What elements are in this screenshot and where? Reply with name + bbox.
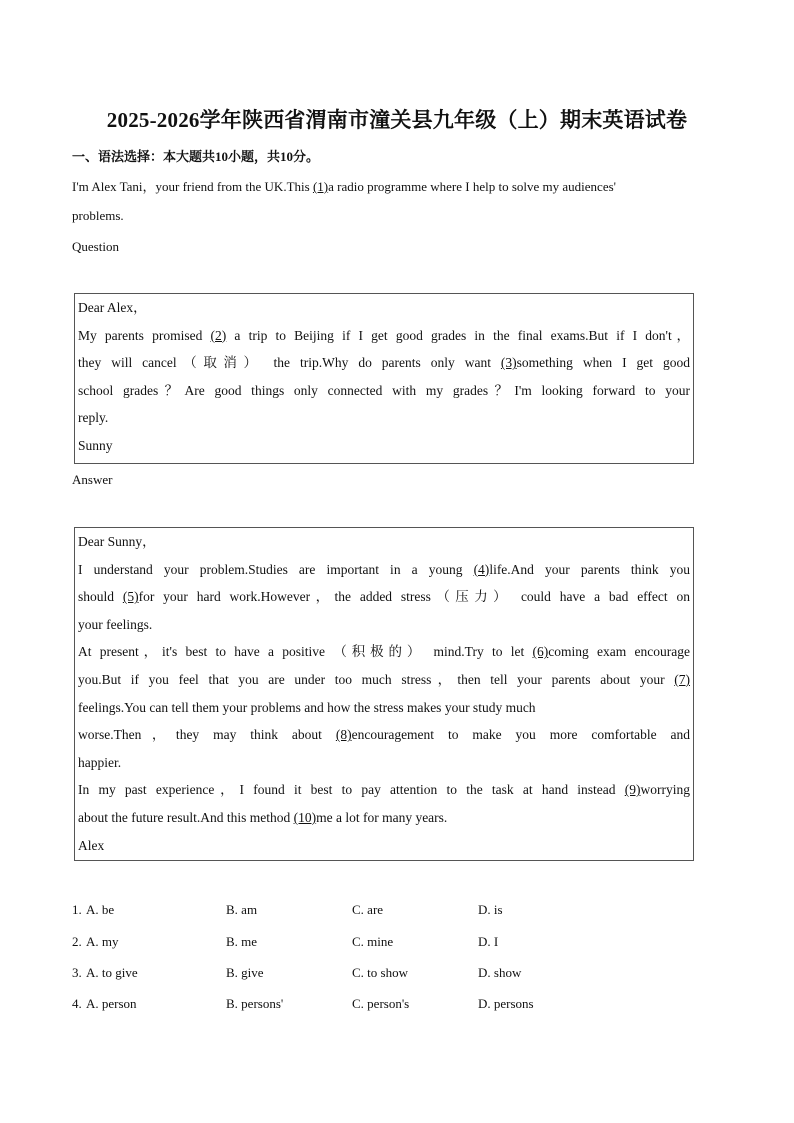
letter1-line-2: they will cancel（取消） the trip.Why do parents only want (3)something when I get good bbox=[78, 355, 691, 371]
blank-8: (8) bbox=[335, 727, 352, 743]
intro-line-2: problems. bbox=[72, 208, 124, 223]
letter2-line-6: feelings.You can tell them your problems and how the stress makes your study much bbox=[78, 699, 536, 715]
section-heading: 一、语法选择：本大题共10小题，共10分。 bbox=[72, 149, 320, 164]
answer-letter-box bbox=[74, 527, 694, 861]
letter2-line-1: I understand your problem.Studies are important in a young (4)life.And your parents think you bbox=[78, 561, 690, 577]
option-b[interactable]: B. am bbox=[226, 902, 258, 917]
blank-10: (10) bbox=[293, 809, 317, 825]
intro-line-1: I'm Alex Tani，your friend from the UK.This (1)a radio programme where I help to solve my audiences' bbox=[72, 179, 616, 194]
blank-6: (6) bbox=[532, 644, 549, 660]
answer-label: Answer bbox=[72, 472, 113, 487]
letter1-line-1: My parents promised (2) a trip to Beijing if I get good grades in the final exams.But if I don't， bbox=[78, 327, 691, 343]
option-a[interactable]: A. be bbox=[86, 902, 115, 917]
letter1-signature: Sunny bbox=[78, 437, 113, 453]
option-c[interactable]: C. to show bbox=[352, 965, 408, 980]
letter2-line-9: In my past experience，I found it best to pay attention to the task at hand instead (9)worrying bbox=[78, 782, 690, 798]
letter2-line-3: your feelings. bbox=[78, 616, 153, 632]
blank-3: (3) bbox=[500, 355, 517, 371]
page-title: 2025-2026学年陕西省渭南市潼关县九年级（上）期末英语试卷 bbox=[106, 108, 688, 132]
option-c[interactable]: C. are bbox=[352, 902, 384, 917]
option-d[interactable]: D. is bbox=[478, 902, 503, 917]
blank-7: (7) bbox=[674, 671, 690, 687]
option-c[interactable]: C. person's bbox=[352, 996, 410, 1011]
letter2-line-4: At present，it's best to have a positive （积极的） mind.Try to let (6)coming exam encourage bbox=[78, 644, 690, 660]
blank-5: (5) bbox=[122, 589, 139, 605]
blank-1: (1) bbox=[312, 179, 329, 194]
option-b[interactable]: B. persons' bbox=[226, 996, 284, 1011]
letter2-signature: Alex bbox=[78, 837, 105, 853]
option-d[interactable]: D. I bbox=[478, 934, 499, 949]
blank-9: (9) bbox=[624, 782, 641, 798]
option-c[interactable]: C. mine bbox=[352, 934, 394, 949]
letter2-greeting: Dear Sunny， bbox=[78, 534, 156, 549]
option-a[interactable]: A. to give bbox=[86, 965, 138, 980]
letter1-line-4: reply. bbox=[78, 410, 109, 426]
letter1-greeting: Dear Alex， bbox=[78, 300, 147, 315]
letter2-line-10: about the future result.And this method (10)me a lot for many years. bbox=[78, 809, 448, 825]
letter2-line-8: happier. bbox=[78, 754, 122, 770]
letter2-line-5: you.But if you feel that you are under too much stress，then tell your parents about your (7) bbox=[78, 671, 690, 687]
option-d[interactable]: D. show bbox=[478, 965, 522, 980]
option-a[interactable]: A. person bbox=[86, 996, 137, 1011]
blank-2: (2) bbox=[210, 327, 227, 343]
option-d[interactable]: D. persons bbox=[478, 996, 534, 1011]
question-label: Question bbox=[72, 239, 119, 254]
option-b[interactable]: B. give bbox=[226, 965, 264, 980]
letter2-line-2: should (5)for your hard work.However，the added stress（压力） could have a bad effect on bbox=[78, 589, 690, 605]
option-b[interactable]: B. me bbox=[226, 934, 258, 949]
letter2-line-7: worse.Then，they may think about (8)encouragement to make you more comfortable and bbox=[78, 727, 690, 743]
question-letter-box bbox=[74, 293, 694, 464]
blank-4: (4) bbox=[473, 561, 490, 577]
letter1-line-3: school grades？Are good things only connected with my grades？I'm looking forward to your bbox=[78, 382, 690, 398]
option-a[interactable]: A. my bbox=[86, 934, 119, 949]
